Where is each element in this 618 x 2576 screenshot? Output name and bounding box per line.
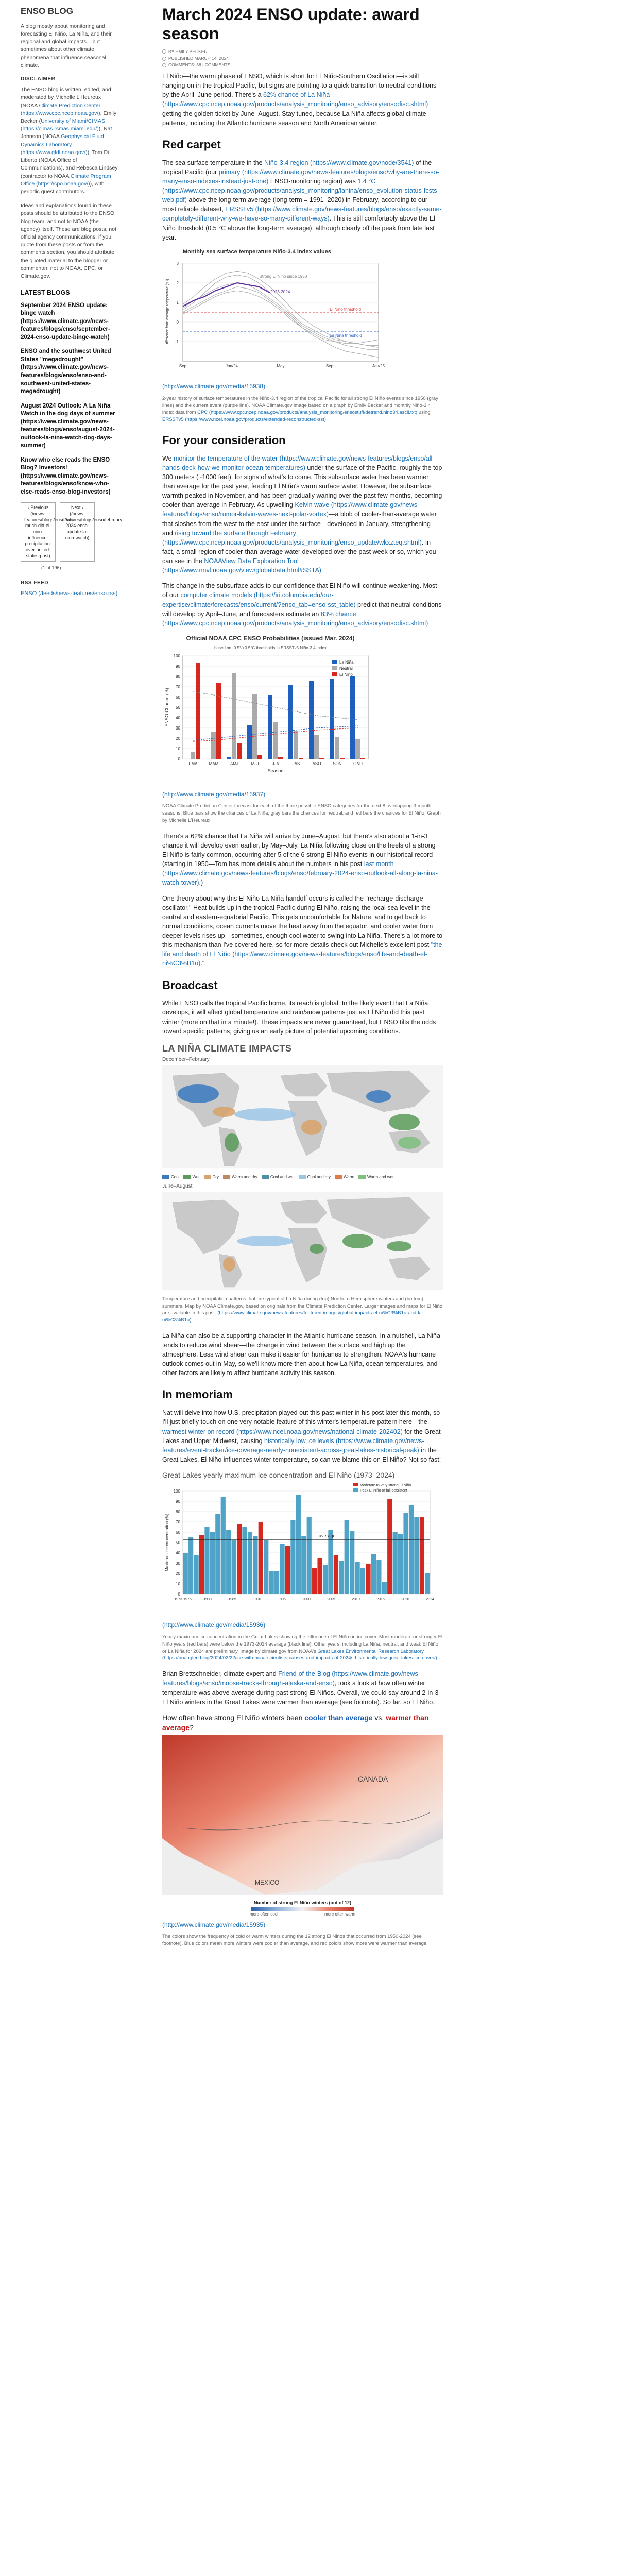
theory-paragraph: One theory about why this El Niño-La Niña handoff occurs is called the "recharge-discharge oscillator." Heat builds up in the tropical Pacific during El Niño, raising the local sea level in the central and eastern-equatorial Pacific. This gets uncomfortable for Nature, and to get back to normal conditions, ocean currents move the heat away from the equator, and cooler water from deeper levels rises up—sometimes, enough cool water to swing into La Niña. There's a lot more to this mechanism than I've covered here, so for more details check out Michelle's excellent post "the life and death of El Niño (https://www.climate.gov/news-features/blogs/enso/life-and-death-el-ni%C3%B1o)." xyxy=(162,894,443,968)
annotation: El Niño threshold xyxy=(330,307,361,312)
bar-neutral xyxy=(314,735,319,759)
y-tick-label: 20 xyxy=(176,736,180,741)
broadcast-paragraph-2: La Niña can also be a supporting character in the Atlantic hurricane season. In a nutshell, La Niña tends to reduce wind shear—the change in wind between the surface and high up the atmosphere. Less wind shear can make it easier for hurricanes to strengthen. NOAA's hurricane outlook comes out in May, so we'll know more then about how La Niña, ocean temperatures, and other factors are likely to affect hurricane activity this season. xyxy=(162,1332,440,1377)
y-tick-label: 90 xyxy=(176,664,180,669)
bar-neutral xyxy=(355,739,360,759)
bar-year xyxy=(382,1582,387,1594)
chart-title: Great Lakes yearly maximum ice concentration and El Niño (1973–2024) xyxy=(162,1471,395,1479)
x-tick-label: Sep xyxy=(325,364,334,369)
bar-year xyxy=(301,1536,306,1594)
rss-link[interactable]: ENSO (/feeds/news-features/enso.rss) xyxy=(21,590,118,597)
y-tick-label: 60 xyxy=(176,694,180,700)
bar-el-nino-year xyxy=(334,1555,338,1594)
bar-year xyxy=(350,1531,354,1594)
bar-lania xyxy=(227,757,231,759)
bar-elnio xyxy=(299,758,303,759)
la-nina-paragraph: There's a 62% chance that La Niña will arrive by June–August, but there's also about a 1-in-3 chance it will develop even earlier, by May–July. La Niña following close on the heels of a strong El Niño is fairly common, occurring after 5 of the 6 strong El Niño events in our historical record (starting in 1950—Tom has more details about the numbers in his post last month (https://www.climate.gov/news-features/blogs/enso/february-2024-enso-outlook-all-along-la-nina-watch-tower).) xyxy=(162,832,438,887)
bar-year xyxy=(274,1571,279,1594)
bar-el-nino-year xyxy=(420,1517,424,1594)
warm-cool-map xyxy=(162,1713,443,1918)
bar-year xyxy=(226,1530,231,1594)
um-link[interactable]: University of Miami/CIMAS (https://cimas.rsmas.miami.edu/) xyxy=(21,117,105,132)
warmest-winter-link[interactable]: warmest winter on record (https://www.ncei.noaa.gov/news/national-climate-202402) xyxy=(162,1428,403,1435)
map-title: How often have strong El Niño winters been cooler than average vs. warmer than average? xyxy=(162,1713,429,1732)
x-tick-label: FMA xyxy=(188,761,198,766)
map-caption: Temperature and precipitation patterns that are typical of La Niña during (top) Northern Hemisphere winters and (bottom) summers. Map by NOAA Climate.gov, based on originals from the Climate Prediction Center. Larger images and maps for El Niño are available in this post: (https://www.climate.gov/news-features/featured-images/global-impacts-el-ni%C3%B1o-and-la-ni%C3%B1a) xyxy=(162,1296,443,1324)
bar-year xyxy=(323,1565,328,1594)
legend-swatch xyxy=(353,1488,358,1492)
bar-year xyxy=(183,1553,188,1594)
x-tick-label: May xyxy=(277,364,285,369)
bar-year xyxy=(307,1517,312,1594)
bar-year xyxy=(242,1527,247,1594)
y-tick-label: 20 xyxy=(176,1571,180,1576)
y-tick-label: 0 xyxy=(178,1591,180,1597)
y-tick-label: 0 xyxy=(176,320,179,325)
x-tick-label: 2005 xyxy=(327,1597,335,1601)
chart-title: Official NOAA CPC ENSO Probabilities (issued Mar. 2024) xyxy=(186,634,355,642)
y-tick-label: 100 xyxy=(173,1488,180,1494)
x-tick-label: 2015 xyxy=(376,1597,385,1601)
bar-year xyxy=(232,1540,236,1594)
x-axis-label: Season xyxy=(267,768,284,773)
y-tick-label: 70 xyxy=(176,684,180,689)
great-lakes-ice-svg xyxy=(162,1482,443,1616)
bar-year xyxy=(393,1532,398,1594)
previous-button[interactable]: ‹ Previous (/news-features/blogs/enso/how-much-did-el-nino-influence-precipitation-over-united-states-past) xyxy=(21,502,56,562)
x-tick-label: ASO xyxy=(312,761,321,766)
nino34-link[interactable]: Niño-3.4 region (https://www.climate.gov/node/3541) xyxy=(264,159,414,166)
map-season-winter: December–February xyxy=(162,1056,210,1062)
friend-of-blog-link[interactable]: Friend-of-the-Blog (https://www.climate.gov/news-features/blogs/enso/moose-tracks-through-alaska-and-enso) xyxy=(162,1670,420,1687)
legend-label: Neutral xyxy=(339,666,353,671)
bar-lania xyxy=(247,725,252,759)
bar-el-nino-year xyxy=(285,1546,290,1594)
bar-elnio xyxy=(360,758,365,759)
x-tick-label: 1985 xyxy=(228,1597,236,1601)
y-tick-label: -1 xyxy=(175,340,179,345)
bar-lania xyxy=(309,681,314,759)
bar-el-nino-year xyxy=(366,1564,370,1594)
y-tick-label: 10 xyxy=(176,746,180,751)
map-legend: Cool Wet Dry Warm and dry Cool and wet Cool and dry Warm Warm and wet xyxy=(162,1174,443,1180)
author-icon xyxy=(162,49,166,54)
chart-title: Monthly sea surface temperature Niño-3.4 index values xyxy=(183,248,331,255)
x-tick-label: JJA xyxy=(272,761,279,766)
bar-year xyxy=(398,1534,403,1594)
figure-link[interactable]: (http://www.climate.gov/media/15937) xyxy=(162,790,266,798)
bar-elnio xyxy=(216,683,221,759)
legend-swatch xyxy=(353,1483,358,1486)
x-tick-label: Jan/24 xyxy=(225,364,238,369)
global-impacts-link[interactable]: (https://www.climate.gov/news-features/featured-images/global-impacts-el-ni%C3%B1o-and-la-ni%C3%B1a) xyxy=(162,1310,423,1324)
article-meta xyxy=(162,48,443,69)
bar-year xyxy=(376,1560,381,1594)
article xyxy=(162,5,443,1955)
x-tick-label: 1980 xyxy=(203,1597,212,1601)
legend-swatch xyxy=(162,1175,169,1179)
x-tick-label: Sep xyxy=(179,364,187,369)
cpc-link[interactable]: Climate Prediction Center (https://www.cpc.ncep.noaa.gov/) xyxy=(21,102,101,116)
bar-elnio xyxy=(278,757,283,759)
pager-count: (1 of 196) xyxy=(41,565,61,571)
legend-label: Moderate-to-very strong El Niño xyxy=(360,1483,411,1487)
enso-probability-chart xyxy=(162,634,443,787)
bar-elnio xyxy=(319,758,324,759)
legend-swatch xyxy=(299,1175,306,1179)
bar-elnio xyxy=(196,663,200,759)
y-axis-label: Difference from average temperature (°C) xyxy=(166,279,169,346)
nino34-chart-svg xyxy=(162,258,389,377)
y-tick-label: 3 xyxy=(176,261,179,266)
la-nina-chance-link[interactable]: 62% chance of La Niña (https://www.cpc.ncep.noaa.gov/products/analysis_monitoring/enso_advisory/ensodisc.shtml) xyxy=(162,91,428,108)
bar-neutral xyxy=(335,737,339,759)
kelvin-wave-link[interactable]: Kelvin wave (https://www.climate.gov/news-features/blogs/enso/rumor-kelvin-waves-next-polar-vortex) xyxy=(162,501,420,518)
annotation: 2023-2024 xyxy=(270,290,290,295)
y-tick-label: 80 xyxy=(176,1509,180,1514)
bar-neutral xyxy=(273,722,278,759)
map-legend-scale xyxy=(162,1907,443,1911)
bar-el-nino-year xyxy=(237,1524,242,1594)
y-tick-label: 2 xyxy=(176,281,179,286)
legend-swatch xyxy=(332,666,337,670)
broadcast-paragraph-1: While ENSO calls the tropical Pacific home, its reach is global. In the likely event that La Niña develops, it will affect global temperature and rain/snow patterns just as El Niño did this past winter (more on that in a minute!). These impacts are never guaranteed, but ENSO tilts the odds toward specific patterns, giving us an early picture of potential upcoming conditions. xyxy=(162,999,436,1035)
bar-neutral xyxy=(232,673,236,759)
pager xyxy=(21,502,124,562)
site-title[interactable]: ENSO BLOG xyxy=(21,6,74,16)
consideration-paragraph-1: We monitor the temperature of the water (https://www.climate.gov/news-features/blogs/enso/all-hands-deck-how-we-monitor-ocean-temperatures) under the surface of the Pacific, roughly the top 300 meters (~1000 feet), for signs of what's to come. This subsurface water has been warmer than average for the past year, feeding El Niño's warm surface water. However, the subsurface warmth peaked in November, and has been gradually waning over the past few months, becoming cooler-than-average in February. As upwelling Kelvin wave (https://www.climate.gov/news-features/blogs/enso/rumor-kelvin-waves-next-polar-vortex)—a blob of cooler-than-average water that sloshes from the west to the east under the surface—developed in January, strengthening and rising toward the surface through February (https://www.cpc.ncep.noaa.gov/products/analysis_monitoring/enso_update/wkxzteq.shtml). In fact, a small region of cooler-than-average water developed over the past week or so, which you can see in the NOAAView Data Exploration Tool (https://www.nnvl.noaa.gov/view/globaldata.html#SSTA) xyxy=(162,454,442,574)
y-tick-label: 50 xyxy=(176,1540,180,1545)
y-tick-label: 50 xyxy=(176,705,180,710)
figure-link[interactable]: (http://www.climate.gov/media/15936) xyxy=(162,1621,266,1629)
bar-year xyxy=(204,1527,209,1594)
x-tick-label: 1990 xyxy=(253,1597,261,1601)
legend-swatch xyxy=(183,1175,191,1179)
legend-swatch xyxy=(332,672,337,676)
heading-red-carpet: Red carpet xyxy=(162,138,221,151)
bar-lania xyxy=(288,685,293,759)
y-tick-label: 90 xyxy=(176,1499,180,1504)
x-tick-label: Jan/25 xyxy=(372,364,385,369)
author[interactable]: BY EMILY BECKER xyxy=(168,48,208,54)
bar-year xyxy=(210,1532,215,1594)
bar-elnio xyxy=(237,743,242,759)
bar-el-nino-year xyxy=(259,1522,263,1594)
summer-map-svg xyxy=(162,1192,443,1290)
canada-label: CANADA xyxy=(358,1774,388,1783)
bar-year xyxy=(425,1573,430,1594)
y-tick-label: 0 xyxy=(178,756,180,761)
monitor-link[interactable]: monitor the temperature of the water (https://www.climate.gov/news-features/blogs/enso/all-hands-deck-how-we-monitor-ocean-temperatures) xyxy=(162,454,435,471)
figure-caption: Yearly maximum ice concentration in the Great Lakes showing the influence of El Niño on ice cover. Most moderate or stronger El Niño years (red bars) were below the 1973-2024 average (black line). Other years, including La Niña, neutral, and weak El Niño or La Niña for 2024 are preliminary. Image by climate.gov from NOAA's Great Lakes Environmental Research Laboratory (https://noaaglerl.blog/2024/02/22/ice-with-noaa-scientists-causes-and-impacts-of-2024s-historically-low-great-lakes-ice-cover/) xyxy=(162,1634,443,1662)
map-legend-ends: more often cool more often warm xyxy=(249,1912,356,1917)
x-tick-label: 2010 xyxy=(352,1597,360,1601)
heading-broadcast: Broadcast xyxy=(162,978,218,992)
bar-year xyxy=(215,1514,220,1594)
last-month-link[interactable]: last month (https://www.climate.gov/news-features/blogs/enso/february-2024-enso-outlook-all-along-la-nina-watch-tower) xyxy=(162,860,438,887)
bar-year xyxy=(188,1537,193,1594)
x-tick-label: MAM xyxy=(209,761,219,766)
map-title: LA NIÑA CLIMATE IMPACTS xyxy=(162,1043,292,1054)
y-tick-label: 100 xyxy=(173,653,180,658)
bar-elnio xyxy=(340,758,345,759)
article-title: March 2024 ENSO update: award season xyxy=(162,5,420,43)
legend-swatch xyxy=(223,1175,230,1179)
bar-elnio xyxy=(258,755,262,759)
bar-year xyxy=(409,1505,414,1594)
site-intro: A blog mostly about monitoring and forecasting El Niño, La Niña, and their regional and global impacts... but sometimes about other climate phenomena that influence seasonal climate. xyxy=(21,23,112,69)
memoriam-paragraph-2: Brian Brettschneider, climate expert and Friend-of-the-Blog (https://www.climate.gov/news-features/blogs/enso/moose-tracks-through-alaska-and-enso), took a look at how often winter temperature was above average during past strong El Niños. Overall, we could say around 2-in-3 El Niño winters in the Great Lakes were warmer than average (see footnote). So far, so El Niño. xyxy=(162,1670,439,1706)
bar-lania xyxy=(350,676,355,759)
y-axis-label: ENSO Chance (%) xyxy=(164,688,169,727)
bar-el-nino-year xyxy=(387,1499,392,1594)
gfdl-link[interactable]: Geophysical Fluid Dynamics Laboratory (https://www.gfdl.noaa.gov/) xyxy=(21,133,104,156)
next-button[interactable]: Next › (/news-features/blogs/enso/february-2024-enso-update-la-nina-watch) xyxy=(60,502,95,562)
legend-label: La Niña xyxy=(339,659,354,665)
disclaimer-text: The ENSO blog is written, edited, and moderated by Michelle L'Heureux (NOAA Climate Prediction Center (https://www.cpc.ncep.noaa.gov/), Emily Becker (University of Miami/CIMAS (https://cimas.rsmas.miami.edu/)), Nat Johnson (NOAA Geophysical Fluid Dynamics Laboratory (https://www.gfdl.noaa.gov/)), Tom Di Liberto (NOAA Office of Communications), and Rebecca Lindsey (contractor to NOAA Climate Program Office (https://cpo.noaa.gov/)), with periodic guest contributors. xyxy=(21,87,118,195)
bar-neutral xyxy=(252,694,257,759)
ersst-data-link[interactable]: ERSSTv5 (https://www.ncei.noaa.gov/products/extended-reconstructed-sst) xyxy=(162,417,326,423)
legend-swatch xyxy=(262,1175,269,1179)
comment-icon xyxy=(162,63,166,67)
legend-gradient xyxy=(251,1907,354,1911)
bar-year xyxy=(194,1555,198,1594)
bar-lania xyxy=(268,695,272,759)
cpc-data-link[interactable]: CPC (https://www.cpc.ncep.noaa.gov/products/analysis_monitoring/ensostuff/detrend.nino34.ascii.txt) xyxy=(197,410,418,416)
bar-neutral xyxy=(294,731,298,759)
y-tick-label: 40 xyxy=(176,715,180,720)
bar-year xyxy=(360,1568,365,1594)
bar-year xyxy=(296,1495,301,1594)
annotation: La Niña threshold xyxy=(330,333,362,338)
y-tick-label: 80 xyxy=(176,674,180,679)
published-date: PUBLISHED MARCH 14, 2024 xyxy=(168,55,229,61)
legend-label: El Niño xyxy=(339,672,353,677)
warm-cool-map-svg xyxy=(162,1735,443,1895)
consideration-paragraph-2: This change in the subsurface adds to our confidence that El Niño will continue weakening. Most of our computer climate models (https://iri.columbia.edu/our-expertise/climate/forecasts/enso/current/?enso_tab=enso-sst_table) predict that neutral conditions will develop by April–June, and forecasters estimate an 83% chance (https://www.cpc.ncep.noaa.gov/products/analysis_monitoring/enso_advisory/ensodisc.shtml) xyxy=(162,582,442,627)
x-tick-label: OND xyxy=(353,761,363,766)
legend-swatch xyxy=(332,660,337,664)
disclaimer-text-2: Ideas and explanations found in these posts should be attributed to the ENSO blog team, and not to NOAA (the agency) itself. These are blog posts, not official agency communications; if you quote from these posts or from the comments section, you should attribute the quoted material to the blogger or commenter, not to NOAA, CPC, or Climate.gov. xyxy=(21,202,116,280)
heading-consideration: For your consideration xyxy=(162,433,286,447)
x-tick-label: 2000 xyxy=(302,1597,311,1601)
figure-caption: The colors show the frequency of cold or warm winters during the 12 strong El Niños that occurred from 1950-2024 (see footnote). Blue colors mean more winters were cooler than average, and red colors show more were warmer than average. xyxy=(162,1934,428,1947)
figure-link[interactable]: (http://www.climate.gov/media/15938) xyxy=(162,382,266,390)
comments-count[interactable]: COMMENTS: 36 | COMMENTS xyxy=(168,62,231,67)
bar-year xyxy=(264,1540,268,1594)
bar-year xyxy=(414,1517,419,1594)
legend-label: Peak El Niño or full persistent xyxy=(360,1488,407,1493)
x-tick-label: AMJ xyxy=(230,761,238,766)
x-tick-label: SON xyxy=(333,761,342,766)
chance-link[interactable]: 83% chance (https://www.cpc.ncep.noaa.gov/products/analysis_monitoring/enso_advisory/ensodisc.shtml) xyxy=(162,610,428,627)
bar-el-nino-year xyxy=(312,1568,317,1594)
bar-year xyxy=(248,1532,252,1594)
great-lakes-ice-chart xyxy=(162,1470,443,1618)
nino34-chart xyxy=(162,248,443,379)
latest-blog-item[interactable]: ENSO and the southwest United States "megadrought" (https://www.climate.gov/news-features/blogs/enso/enso-and-southwest-united-states-megadrought) xyxy=(21,348,111,395)
bar-lania xyxy=(330,679,334,759)
bar-year xyxy=(290,1520,295,1594)
primary-link[interactable]: primary (https://www.climate.gov/news-features/blogs/enso/why-are-there-so-many-enso-indexes-instead-just-one) xyxy=(162,168,439,185)
x-tick-label: 1973-1975 xyxy=(174,1597,192,1601)
y-axis-label: Maximum ice concentration (%) xyxy=(165,1513,169,1571)
x-tick-label: MJJ xyxy=(251,761,259,766)
bar-el-nino-year xyxy=(199,1535,204,1594)
la-nina-impacts-map xyxy=(162,1042,443,1293)
glerl-link[interactable]: Great Lakes Environmental Research Laboratory (https://noaaglerl.blog/2024/02/22/ice-with-noaa-scientists-causes-and-impacts-of-2024s-historically-low-great-lakes-ice-cover/) xyxy=(162,1648,437,1662)
bar-year xyxy=(328,1530,333,1594)
figure-caption: 2-year history of surface temperatures in the Niño-3.4 region of the tropical Pacific for all strong El Niño events since 1950 (gray lines) and the current event (purple line). NOAA Climate.gov image based on a graph by Emily Becker and monthly Niño-3.4 index data from CPC (https://www.cpc.ncep.noaa.gov/products/analysis_monitoring/ensostuff/detrend.nino34.ascii.txt) using ERSSTv5 (https://www.ncei.noaa.gov/products/extended-reconstructed-sst) xyxy=(162,395,438,423)
y-tick-label: 70 xyxy=(176,1519,180,1524)
y-tick-label: 30 xyxy=(176,1561,180,1566)
bar-year xyxy=(269,1571,274,1594)
y-tick-label: 40 xyxy=(176,1550,180,1555)
chart-subtitle: based on -0.5°/+0.5°C thresholds in ERSSTv5 Niño-3.4 index xyxy=(214,645,327,650)
y-tick-label: 30 xyxy=(176,725,180,731)
mexico-label: MEXICO xyxy=(255,1878,280,1886)
red-carpet-paragraph: The sea surface temperature in the Niño-3.4 region (https://www.climate.gov/node/3541) of the tropical Pacific (our primary (https://www.climate.gov/news-features/blogs/enso/why-are-there-so-many-enso-indexes-instead-just-one) ENSO-monitoring region) was 1.4 °C (https://www.cpc.ncep.noaa.gov/products/analysis_monitoring/lanina/enso_evolution-status-fcsts-web.pdf) above the long-term average (long-term = 1991–2020) in February, according to our most reliable dataset, ERSSTv5 (https://www.climate.gov/news-features/blogs/enso/exactly-same-completely-different-why-we-have-so-many-different-ways). This is still comfortably above the El Niño threshold (0.5 °C above the long-term average), although clearly off the peak from late last year. xyxy=(162,159,442,241)
memoriam-paragraph-1: Nat will delve into how U.S. precipitation played out this past winter in his post later this month, so I'll just briefly touch on one very notable feature of this winter's temperature pattern here—the warmest winter on record (https://www.ncei.noaa.gov/news/national-climate-202402) for the Great Lakes and Upper Midwest, causing historically low ice levels (https://www.climate.gov/news-features/event-tracker/ice-coverage-nearly-nonexistent-across-great-lakes-historical-peak) in the Great Lakes. El Niño influences winter temperature, so can we blame this on El Niño? Not so fast! xyxy=(162,1409,441,1463)
y-tick-label: 1 xyxy=(176,300,179,306)
latest-blog-item[interactable]: August 2024 Outlook: A La Niña Watch in the dog days of summer (https://www.climate.gov/news-features/blogs/enso/august-2024-outlook-la-nina-watch-dog-days-summer) xyxy=(21,402,115,449)
bar-year xyxy=(371,1554,376,1594)
bar-neutral xyxy=(211,732,216,759)
bar-year xyxy=(253,1536,258,1594)
x-tick-label: 2020 xyxy=(401,1597,409,1601)
enso-probability-svg xyxy=(162,651,379,785)
bar-year xyxy=(280,1544,284,1594)
latest-blogs-heading: LATEST BLOGS xyxy=(21,289,70,297)
disclaimer-heading: DISCLAIMER xyxy=(21,76,56,82)
figure-link[interactable]: (http://www.climate.gov/media/15935) xyxy=(162,1921,266,1928)
models-link[interactable]: computer climate models (https://iri.columbia.edu/our-expertise/climate/forecasts/enso/current/?enso_tab=enso-sst_table) xyxy=(162,591,356,608)
ersst-link[interactable]: ERSSTv5 (https://www.climate.gov/news-features/blogs/enso/exactly-same-completely-different-why-we-have-so-many-different-ways) xyxy=(162,206,442,223)
rss-heading: RSS FEED xyxy=(21,580,49,586)
legend-swatch xyxy=(204,1175,211,1179)
heading-memoriam: In memoriam xyxy=(162,1388,233,1401)
calendar-icon xyxy=(162,57,166,61)
legend-swatch xyxy=(335,1175,342,1179)
x-tick-label: JAS xyxy=(292,761,300,766)
y-tick-label: 10 xyxy=(176,1581,180,1586)
rising-link[interactable]: rising toward the surface through February (https://www.cpc.ncep.noaa.gov/products/analysis_monitoring/enso_update/wkxzteq.shtml) xyxy=(162,529,422,546)
latest-blog-item[interactable]: Know who else reads the ENSO Blog? Investors! (https://www.climate.gov/news-features/blogs/enso/know-who-else-reads-enso-blog-investors) xyxy=(21,456,111,495)
map-season-summer: June–August xyxy=(162,1183,193,1189)
temp-value-link[interactable]: 1.4 °C (https://www.cpc.ncep.noaa.gov/products/analysis_monitoring/lanina/enso_evolution-status-fcsts-web.pdf) xyxy=(162,177,439,204)
bar-year xyxy=(403,1513,408,1594)
x-tick-label: 1995 xyxy=(278,1597,286,1601)
map-legend-title: Number of strong El Niño winters (out of 12) xyxy=(254,1900,351,1905)
x-tick-label: 2024 xyxy=(426,1597,434,1601)
y-tick-label: 60 xyxy=(176,1530,180,1535)
bar-year xyxy=(221,1497,226,1594)
winter-map-svg xyxy=(162,1065,443,1168)
bar-year xyxy=(339,1561,344,1594)
annotation: strong El Niño since 1950 xyxy=(260,274,307,279)
legend-swatch xyxy=(358,1175,366,1179)
noaaview-link[interactable]: NOAAView Data Exploration Tool (https://www.nnvl.noaa.gov/view/globaldata.html#SSTA) xyxy=(162,557,321,574)
sidebar xyxy=(21,5,124,598)
intro-paragraph: El Niño—the warm phase of ENSO, which is short for El Niño-Southern Oscillation—is still hanging on in the tropical Pacific, but signs are pointing to a quick transition to neutral conditions by the April–June period. There's a 62% chance of La Niña (https://www.cpc.ncep.noaa.gov/products/analysis_monitoring/enso_advisory/ensodisc.shtml) getting the golden ticket by June–August. Stay tuned, because La Niña affects global climate patterns, including the Atlantic hurricane season and North American winter. xyxy=(162,73,437,127)
average-label: average xyxy=(319,1533,336,1538)
ice-levels-link[interactable]: historically low ice levels (https://www.climate.gov/news-features/event-tracker/ice-coverage-nearly-nonexistent-across-great-lakes-historical-peak) xyxy=(162,1437,424,1454)
cpo-link[interactable]: Climate Program Office (https://cpo.noaa.gov/) xyxy=(21,173,111,187)
figure-caption: NOAA Climate Prediction Center forecast for each of the three possible ENSO categories for the next 8 overlapping 3-month seasons. Blue bars show the chances of La Niña, gray bars the chances for neutral, and red bars the chances for El Niño. Graph by Michelle L'Heureux. xyxy=(162,803,441,823)
bar-year xyxy=(355,1562,360,1594)
bar-el-nino-year xyxy=(317,1558,322,1594)
bar-neutral xyxy=(191,752,195,759)
bar-year xyxy=(345,1520,349,1594)
latest-blog-item[interactable]: September 2024 ENSO update: binge watch (https://www.climate.gov/news-features/blogs/enso/september-2024-enso-update-binge-watch) xyxy=(21,302,110,341)
life-death-link[interactable]: "the life and death of El Niño (https://www.climate.gov/news-features/blogs/enso/life-and-death-el-ni%C3%B1o) xyxy=(162,941,442,968)
